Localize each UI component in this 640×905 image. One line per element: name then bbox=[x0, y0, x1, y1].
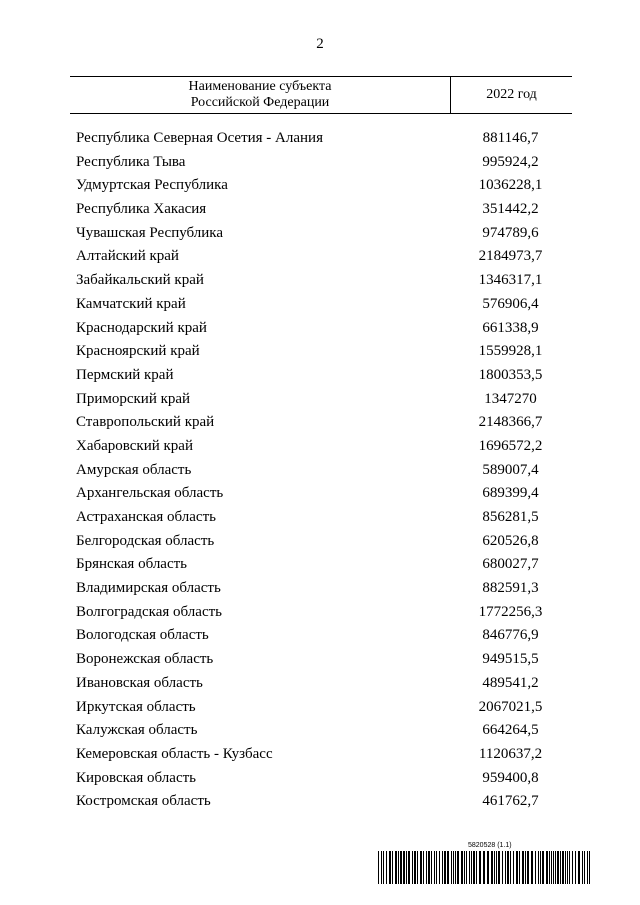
region-name: Кировская область bbox=[76, 769, 197, 786]
barcode-bar bbox=[400, 851, 402, 884]
barcode-bar bbox=[491, 851, 493, 884]
barcode-bar bbox=[473, 851, 475, 884]
barcode-bar bbox=[455, 851, 456, 884]
region-name: Вологодская область bbox=[76, 627, 209, 644]
barcode-bar bbox=[578, 851, 580, 884]
region-name: Камчатский край bbox=[76, 295, 186, 312]
region-value: 1347270 bbox=[484, 390, 537, 407]
table-row bbox=[76, 695, 572, 719]
barcode-bar bbox=[555, 851, 556, 884]
region-name: Пермский край bbox=[76, 366, 174, 383]
region-value: 664264,5 bbox=[482, 722, 539, 739]
region-name: Ставропольский край bbox=[76, 414, 215, 431]
table-row bbox=[76, 671, 572, 695]
table-row bbox=[76, 766, 572, 790]
region-value: 881146,7 bbox=[482, 130, 539, 146]
barcode-bar bbox=[587, 851, 588, 884]
barcode-bar bbox=[565, 851, 566, 884]
table-row bbox=[76, 221, 572, 245]
barcode-bar bbox=[551, 851, 552, 884]
region-value: 2148366,7 bbox=[478, 414, 543, 431]
region-name: Республика Северная Осетия - Алания bbox=[76, 130, 323, 146]
barcode-bar bbox=[505, 851, 506, 884]
barcode-bar bbox=[525, 851, 526, 884]
header-subject-name bbox=[70, 79, 450, 111]
table-row bbox=[76, 387, 572, 411]
header-year: 2022 год bbox=[486, 87, 537, 102]
region-name: Удмуртская Республика bbox=[76, 177, 228, 194]
region-value: 1120637,2 bbox=[478, 745, 543, 762]
region-name: Краснодарский край bbox=[76, 319, 207, 336]
table-row bbox=[76, 434, 572, 458]
region-value: 351442,2 bbox=[482, 201, 539, 218]
region-value: 689399,4 bbox=[482, 485, 539, 502]
barcode-bar bbox=[398, 851, 399, 884]
region-name: Кемеровская область - Кузбасс bbox=[76, 745, 273, 762]
barcode-bar bbox=[469, 851, 470, 884]
table-row bbox=[76, 647, 572, 671]
region-name: Республика Тыва bbox=[76, 153, 186, 170]
barcode bbox=[378, 842, 592, 884]
barcode-bar bbox=[414, 851, 416, 884]
barcode-bar bbox=[562, 851, 564, 884]
table-row bbox=[76, 529, 572, 553]
barcode-bar bbox=[560, 851, 561, 884]
barcode-bar bbox=[383, 851, 384, 884]
barcode-bar bbox=[453, 851, 454, 884]
barcode-bar bbox=[510, 851, 511, 884]
barcode-bar bbox=[426, 851, 427, 884]
barcode-bar bbox=[464, 851, 465, 884]
barcode-bar bbox=[527, 851, 529, 884]
region-value: 846776,9 bbox=[482, 627, 539, 644]
region-value: 882591,3 bbox=[482, 580, 539, 597]
table-row bbox=[76, 576, 572, 600]
barcode-bar bbox=[582, 851, 583, 884]
region-value: 974789,6 bbox=[482, 224, 539, 241]
barcode-bar bbox=[553, 851, 554, 884]
barcode-bar bbox=[386, 851, 387, 884]
barcode-bar bbox=[522, 851, 524, 884]
region-value: 1800353,5 bbox=[478, 366, 543, 383]
barcode-bar bbox=[557, 851, 559, 884]
region-value: 620526,8 bbox=[482, 532, 539, 549]
table-row bbox=[76, 742, 572, 766]
table-row bbox=[76, 126, 572, 150]
region-value: 959400,8 bbox=[482, 769, 539, 786]
barcode-bar bbox=[542, 851, 544, 884]
region-value: 589007,4 bbox=[482, 461, 539, 478]
barcode-bar bbox=[408, 851, 410, 884]
barcode-bar bbox=[466, 851, 467, 884]
table-row bbox=[76, 410, 572, 434]
barcode-bar bbox=[389, 851, 391, 884]
barcode-bar bbox=[546, 851, 548, 884]
barcode-bar bbox=[569, 851, 570, 884]
region-name: Астраханская область bbox=[76, 509, 216, 525]
barcode-bar bbox=[417, 851, 418, 884]
region-value: 1559928,1 bbox=[478, 343, 543, 360]
barcode-bar bbox=[420, 851, 422, 884]
table-row bbox=[76, 197, 572, 221]
barcode-bar bbox=[395, 851, 397, 884]
barcode-bar bbox=[575, 851, 576, 884]
barcode-bar bbox=[516, 851, 518, 884]
region-name: Республика Хакасия bbox=[76, 201, 207, 218]
table-row bbox=[76, 718, 572, 742]
table-row bbox=[76, 458, 572, 482]
barcode-bar bbox=[535, 851, 536, 884]
table-row bbox=[76, 600, 572, 624]
region-name: Иркутская область bbox=[76, 698, 196, 715]
table-row bbox=[76, 363, 572, 387]
barcode-bar bbox=[589, 851, 590, 884]
table-row bbox=[76, 339, 572, 363]
barcode-bar bbox=[531, 851, 533, 884]
barcode-bar bbox=[378, 851, 379, 884]
region-name: Волгоградская область bbox=[76, 603, 222, 620]
barcode-bar bbox=[513, 851, 514, 884]
barcode-bar bbox=[392, 851, 393, 884]
region-name: Чувашская Республика bbox=[76, 224, 224, 241]
region-name: Амурская область bbox=[76, 461, 192, 478]
region-name: Владимирская область bbox=[76, 580, 221, 597]
barcode-bar bbox=[447, 851, 449, 884]
region-name: Костромская область bbox=[76, 793, 211, 810]
region-name: Воронежская область bbox=[76, 651, 214, 668]
region-value: 461762,7 bbox=[482, 793, 539, 810]
region-value: 489541,2 bbox=[482, 674, 539, 691]
barcode-bar bbox=[434, 851, 435, 884]
table-row bbox=[76, 481, 572, 505]
region-value: 661338,9 bbox=[482, 319, 539, 336]
barcode-bar bbox=[423, 851, 424, 884]
barcode-bar bbox=[461, 851, 463, 884]
barcode-label: 5820528 (1.1) bbox=[468, 842, 512, 849]
region-value: 2067021,5 bbox=[478, 698, 543, 715]
table-row bbox=[76, 244, 572, 268]
barcode-bar bbox=[584, 851, 585, 884]
barcode-bar bbox=[507, 851, 509, 884]
barcode-bar bbox=[457, 851, 459, 884]
region-name: Забайкальский край bbox=[76, 272, 204, 289]
barcode-bar bbox=[540, 851, 541, 884]
table-row bbox=[76, 150, 572, 174]
region-value: 1036228,1 bbox=[478, 177, 543, 194]
region-value: 1772256,3 bbox=[478, 603, 543, 620]
region-value: 1346317,1 bbox=[478, 272, 543, 289]
region-name: Брянская область bbox=[76, 556, 188, 573]
barcode-bar bbox=[487, 851, 489, 884]
barcode-bar bbox=[431, 851, 432, 884]
table-row bbox=[76, 173, 572, 197]
region-name: Ивановская область bbox=[76, 674, 203, 691]
barcode-bar bbox=[451, 851, 452, 884]
barcode-bar bbox=[567, 851, 568, 884]
table-row bbox=[76, 505, 572, 529]
region-name: Приморский край bbox=[76, 390, 191, 407]
barcode-bar bbox=[412, 851, 413, 884]
barcode-bar bbox=[403, 851, 405, 884]
barcode-bar bbox=[483, 851, 485, 884]
region-value: 856281,5 bbox=[482, 509, 539, 525]
page-number: 2 bbox=[316, 36, 324, 52]
region-name: Алтайский край bbox=[76, 248, 179, 265]
barcode-bar bbox=[436, 851, 437, 884]
barcode-bar bbox=[494, 851, 495, 884]
barcode-bar bbox=[406, 851, 407, 884]
barcode-bars bbox=[378, 851, 592, 884]
header-subject-name-line2: Российской Федерации bbox=[190, 95, 330, 110]
table-row bbox=[76, 292, 572, 316]
table-body bbox=[76, 126, 572, 813]
region-name: Архангельская область bbox=[76, 485, 224, 502]
barcode-bar bbox=[428, 851, 430, 884]
table-row bbox=[76, 789, 572, 813]
region-value: 2184973,7 bbox=[478, 248, 543, 265]
header-subject-name-line1: Наименование субъекта bbox=[188, 79, 332, 94]
barcode-bar bbox=[498, 851, 500, 884]
barcode-bar bbox=[519, 851, 520, 884]
region-name: Хабаровский край bbox=[76, 437, 193, 454]
table-row bbox=[76, 268, 572, 292]
region-value: 576906,4 bbox=[482, 295, 539, 312]
barcode-bar bbox=[549, 851, 550, 884]
region-name: Белгородская область bbox=[76, 532, 215, 549]
barcode-bar bbox=[442, 851, 443, 884]
barcode-bar bbox=[496, 851, 497, 884]
barcode-bar bbox=[538, 851, 539, 884]
table-row bbox=[76, 552, 572, 576]
barcode-bar bbox=[502, 851, 503, 884]
table-row bbox=[76, 316, 572, 340]
region-value: 680027,7 bbox=[482, 556, 539, 573]
barcode-bar bbox=[444, 851, 446, 884]
region-value: 949515,5 bbox=[482, 651, 539, 668]
barcode-bar bbox=[572, 851, 573, 884]
barcode-bar bbox=[381, 851, 382, 884]
barcode-bar bbox=[479, 851, 481, 884]
barcode-bar bbox=[439, 851, 440, 884]
region-name: Калужская область bbox=[76, 722, 198, 739]
region-value: 995924,2 bbox=[482, 153, 539, 170]
barcode-bar bbox=[476, 851, 477, 884]
table-row bbox=[76, 623, 572, 647]
barcode-bar bbox=[471, 851, 472, 884]
table-header bbox=[70, 76, 572, 114]
region-name: Красноярский край bbox=[76, 343, 200, 360]
region-value: 1696572,2 bbox=[478, 437, 543, 454]
